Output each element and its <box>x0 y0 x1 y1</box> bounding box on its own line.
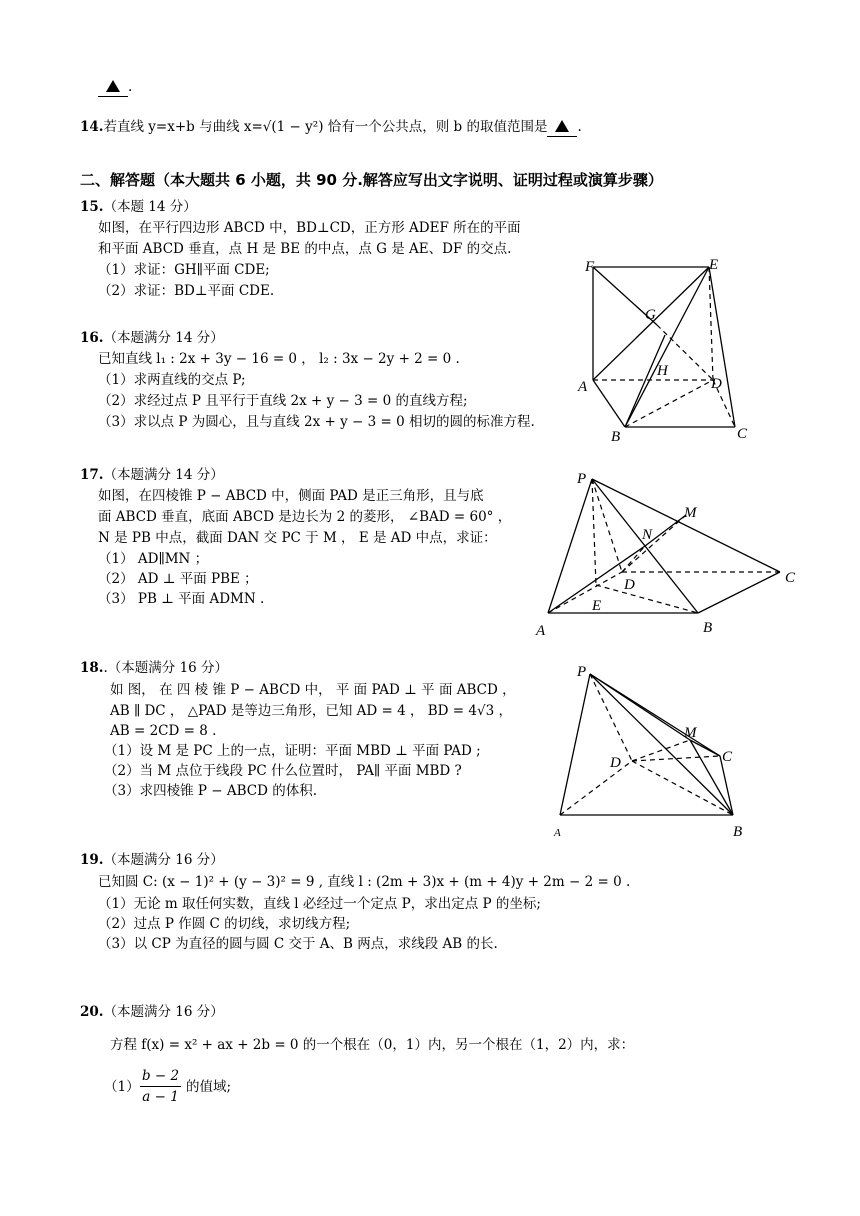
q16-heading: 16.（本题满分 14 分） <box>80 330 224 346</box>
q16-line: （1）求两直线的交点 P; <box>98 372 246 388</box>
q18-line: AB = 2CD = 8 . <box>110 723 217 739</box>
q14-text: 若直线 y=x+b 与曲线 x=√(1 − y²) 恰有一个公共点，则 b 的取值范围是 <box>103 119 548 135</box>
q17-line: （3） PB ⊥ 平面 ADMN . <box>98 591 265 607</box>
fig17-label-N: N <box>642 527 653 543</box>
fig15-label-H: H <box>657 363 668 379</box>
fig17-label-D: D <box>624 577 635 593</box>
fig18-label-M: M <box>684 725 697 741</box>
fig18-label-P: P <box>577 664 587 680</box>
q17-heading: 17.（本题满分 14 分） <box>80 467 224 483</box>
q16-line: 已知直线 l₁ : 2x + 3y − 16 = 0 ， l₂ : 3x − 2y + 2 = 0 . <box>98 351 460 367</box>
q18-figure <box>550 660 760 845</box>
q20-sub1-label: （1） <box>104 1079 140 1095</box>
fig15-label-C: C <box>737 426 748 442</box>
q15-figure <box>575 255 765 445</box>
q17-line: （1） AD∥MN ； <box>98 551 209 567</box>
q17-line: 如图，在四棱锥 P − ABCD 中，侧面 PAD 是正三角形，且与底 <box>98 488 484 504</box>
q16-line: （3）求以点 P 为圆心，且与直线 2x + y − 3 = 0 相切的圆的标准方程. <box>98 414 535 430</box>
top-answer-blank: . <box>98 78 132 97</box>
q17-line: （2） AD ⊥ 平面 PBE ； <box>98 571 258 587</box>
q16-line: （2）求经过点 P 且平行于直线 2x + y − 3 = 0 的直线方程; <box>98 393 468 409</box>
fig15-label-E: E <box>709 257 719 273</box>
q15-line: 和平面 ABCD 垂直，点 H 是 BE 的中点，点 G 是 AE、DF 的交点. <box>98 241 512 257</box>
section-2-title: 二、解答题（本大题共 6 小题，共 90 分.解答应写出文字说明、证明过程或演算步骤） <box>80 171 663 189</box>
fig18-label-C: C <box>722 749 733 765</box>
fig15-label-A: A <box>578 379 588 395</box>
q15-heading: 15.（本题 14 分） <box>80 199 197 215</box>
q14-number: 14. <box>80 119 104 135</box>
q18-line: AB ∥ DC ， △PAD 是等边三角形，已知 AD = 4 ， BD = 4√3 ， <box>110 703 512 719</box>
answer-triangle-icon <box>106 80 120 92</box>
fig15-label-G: G <box>645 307 656 323</box>
q19-heading: 19.（本题满分 16 分） <box>80 852 224 868</box>
fig17-label-E: E <box>592 598 602 614</box>
q15-line: 如图，在平行四边形 ABCD 中，BD⊥CD，正方形 ADEF 所在的平面 <box>98 220 521 236</box>
fig17-label-B: B <box>703 620 713 636</box>
q20-fraction-numerator: b − 2 <box>140 1066 181 1087</box>
q18-line: （1）设 M 是 PC 上的一点，证明：平面 MBD ⊥ 平面 PAD ; <box>104 743 481 759</box>
q19-line: （3）以 CP 为直径的圆与圆 C 交于 A、B 两点，求线段 AB 的长. <box>98 936 498 952</box>
fig18-label-A: A <box>554 827 561 839</box>
q18-line: 如 图， 在 四 棱 锥 P − ABCD 中， 平 面 PAD ⊥ 平 面 ABCD ， <box>110 682 516 698</box>
q18-line: （3）求四棱锥 P − ABCD 的体积. <box>104 783 318 799</box>
q15-line: （2）求证：BD⊥平面 CDE. <box>98 283 275 299</box>
q18-line: （2）当 M 点位于线段 PC 什么位置时， PA∥ 平面 MBD ? <box>104 763 462 779</box>
q15-line: （1）求证：GH∥平面 CDE; <box>98 262 270 278</box>
fig15-label-D: D <box>711 376 722 392</box>
q20-line: 方程 f(x) = x² + ax + 2b = 0 的一个根在（0，1）内，另一个根在（1，2）内，求： <box>110 1037 635 1053</box>
q17-line: N 是 PB 中点，截面 DAN 交 PC 于 M ， E 是 AD 中点，求证： <box>98 530 497 546</box>
q20-sub1-tail: 的值域; <box>186 1079 232 1095</box>
q20-fraction <box>140 1066 181 1107</box>
fig17-label-C: C <box>785 570 796 586</box>
fig18-label-B: B <box>733 824 743 840</box>
q14-blank <box>547 118 577 137</box>
q19-line: （2）过点 P 作圆 C 的切线，求切线方程; <box>98 916 351 932</box>
q19-line: （1）无论 m 取任何实数，直线 l 必经过一个定点 P，求出定点 P 的坐标; <box>98 896 541 912</box>
q17-line: 面 ABCD 垂直，底面 ABCD 是边长为 2 的菱形， ∠BAD = 60° ， <box>98 509 512 525</box>
fig17-label-A: A <box>536 623 546 639</box>
fig15-label-F: F <box>585 259 595 275</box>
fig17-label-M: M <box>684 505 697 521</box>
q19-line: 已知圆 C: (x − 1)² + (y − 3)² = 9 , 直线 l : (2m + 3)x + (m + 4)y + 2m − 2 = 0 . <box>98 874 631 890</box>
q20-fraction-denominator: a − 1 <box>142 1089 179 1105</box>
fig17-label-P: P <box>577 471 587 487</box>
q18-heading: 18..（本题满分 16 分） <box>80 660 229 676</box>
fig15-label-B: B <box>611 429 621 445</box>
answer-triangle-icon <box>555 120 569 132</box>
fig18-label-D: D <box>610 755 621 771</box>
q20-heading: 20.（本题满分 16 分） <box>80 1004 224 1020</box>
q17-figure <box>530 465 805 645</box>
question-14: 14.若直线 y=x+b 与曲线 x=√(1 − y²) 恰有一个公共点，则 b 的取值范围是 . <box>80 119 582 135</box>
